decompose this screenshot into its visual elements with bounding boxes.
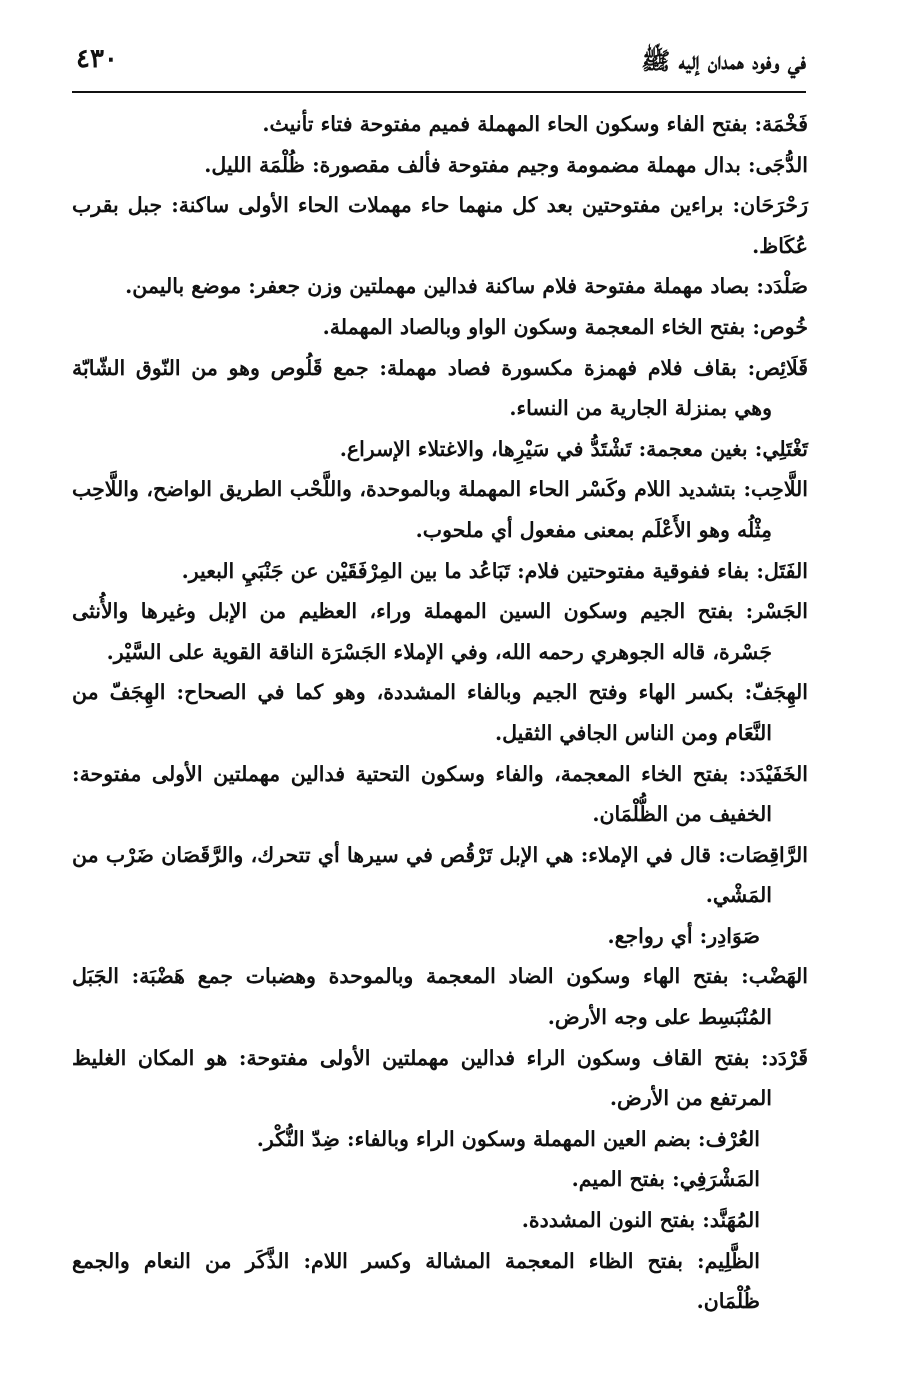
- entry-headword: الهِجَفّ: [752, 680, 808, 705]
- glossary-entry: [72, 429, 808, 470]
- entry-definition: : بتشديد اللام وكَسْر الحاء المهملة وبالموحدة، واللَّحْب الطريق الواضح، واللَّاحِب مِثْلُه وهو الأَعْلَم بمعنى مفعول أي ملحوب.: [72, 477, 772, 542]
- entry-definition: : براءين مفتوحتين بعد كل منهما حاء مهملات الحاء الأولى ساكنة: جبل بقرب عُكَاظ.: [72, 193, 808, 258]
- entry-headword: الخَفَيْدَد: [746, 761, 808, 786]
- entry-definition: : بفتح الفاء وسكون الحاء المهملة فميم مفتوحة فتاء تأنيث.: [262, 112, 763, 136]
- entry-definition: : بضم العين المهملة وسكون الراء وبالفاء: ضِدّ النُّكْر.: [256, 1126, 706, 1151]
- glossary-entry: [72, 1159, 808, 1200]
- glossary-entry: [72, 469, 808, 550]
- header-divider: [72, 91, 806, 93]
- entry-definition: : بفتح الخاء المعجمة وسكون الواو وبالصاد المهملة.: [322, 314, 760, 339]
- glossary-entry: [72, 307, 808, 348]
- glossary-entry: [72, 835, 808, 916]
- entry-headword: الهَضْب: [748, 964, 808, 989]
- entry-definition: : بفتح النون المشددة.: [521, 1208, 710, 1233]
- glossary-entry: [72, 185, 808, 266]
- glossary-entry: [72, 348, 808, 429]
- entry-headword: خُوص: [759, 314, 808, 339]
- entry-definition: : بفتح الخاء المعجمة، والفاء وسكون التحتية فدالين مهملتين الأولى مفتوحة: الخفيف من الظُّلْمَان.: [72, 761, 772, 827]
- glossary-entry: [72, 591, 808, 672]
- chapter-title: في وفود همدان إليه ﷺ: [641, 46, 806, 75]
- glossary-entry: [72, 266, 808, 307]
- entry-headword: المَشْرَفِي: [679, 1167, 760, 1192]
- page-number: ٤٣٠: [76, 44, 118, 74]
- glossary-entry: [72, 672, 808, 753]
- entry-headword: الفَتَل: [763, 558, 808, 583]
- glossary-entry: [72, 145, 808, 186]
- entry-headword: صَلْدَد: [763, 274, 808, 299]
- glossary-entry: [72, 1038, 808, 1119]
- entry-headword: الظَّلِيم: [704, 1248, 760, 1273]
- entry-headword: الرَّاقِصَات: [725, 842, 808, 867]
- entry-definition: : بكسر الهاء وفتح الجيم وبالفاء المشددة، وهو كما في الصحاح: الهِجَفّ من النَّعَام ومن الناس الجافي الثقيل.: [72, 680, 772, 745]
- entry-definition: : بغين معجمة: تَشْتَدُّ في سَيْرِها، والاغتلاء الإسراع.: [339, 436, 763, 461]
- entry-headword: الدُّجَى: [755, 152, 808, 177]
- glossary-entry: [72, 956, 808, 1037]
- entry-definition: : بفتح الهاء وسكون الضاد المعجمة وبالموحدة وهضبات جمع هَضْبَة: الجَبَل المُنْبَسِط على وجه الأرض.: [72, 964, 772, 1030]
- entry-definition: : بفتح الميم.: [571, 1167, 680, 1192]
- glossary-entry: [72, 1119, 808, 1160]
- entry-definition: : بقاف فلام فهمزة مكسورة فصاد مهملة: جمع قَلُوص وهو من النّوق الشّابّة وهي بمنزلة الجارية من النساء.: [72, 355, 772, 421]
- entry-headword: صَوَادِر: [707, 923, 760, 948]
- entry-definition: : بفتح الجيم وسكون السين المهملة وراء، العظيم من الإبل وغيرها والأُنثى جَسْرة، قاله الجوهري رحمه الله، وفي الإملاء الجَسْرَة الناقة القوية على السَّيْر.: [72, 599, 772, 664]
- entry-definition: : بصاد مهملة مفتوحة فلام ساكنة فدالين مهملتين وزن جعفر: موضع باليمن.: [125, 274, 764, 299]
- entry-definition: : بفتح القاف وسكون الراء فدالين مهملتين الأولى مفتوحة: هو المكان الغليظ المرتفع من الأرض.: [72, 1045, 772, 1111]
- glossary-entry: [72, 551, 808, 592]
- entry-headword: تَغْتَلِي: [762, 436, 808, 461]
- glossary-entry: [72, 754, 808, 835]
- entry-headword: قَلَائِص: [755, 355, 808, 380]
- glossary-entry: [72, 104, 808, 145]
- entry-headword: المُهَنَّد: [709, 1208, 760, 1233]
- glossary-entry: [72, 1241, 808, 1322]
- glossary-entry: [72, 1200, 808, 1241]
- entry-definition: : قال في الإملاء: هي الإبل تَرْقُص في سيرها أي تتحرك، والرَّقَصَان ضَرْب من المَشْي.: [72, 842, 772, 908]
- entry-definition: : بفتح الظاء المعجمة المشالة وكسر اللام: الذَّكَر من النعام والجمع ظُلْمَان.: [72, 1248, 760, 1314]
- entry-headword: رَحْرَحَان: [740, 193, 808, 218]
- entry-headword: اللَّاحِب: [751, 477, 808, 502]
- entry-headword: فَخْمَة: [762, 112, 808, 136]
- entry-definition: : بفاء ففوقية مفتوحتين فلام: تَبَاعُد ما بين المِرْفَقَيْن عن جَنْبَيِ البعير.: [181, 558, 764, 583]
- glossary-entry: [72, 916, 808, 957]
- entry-headword: قَرْدَد: [768, 1045, 808, 1070]
- running-header: [72, 40, 806, 88]
- entry-definition: : أي رواجع.: [607, 923, 708, 948]
- glossary-body: [72, 104, 808, 1322]
- entry-definition: : بدال مهملة مضمومة وجيم مفتوحة فألف مقصورة: ظُلْمَة الليل.: [204, 152, 756, 177]
- entry-headword: الجَسْر: [753, 599, 808, 624]
- entry-headword: العُرْف: [705, 1126, 760, 1151]
